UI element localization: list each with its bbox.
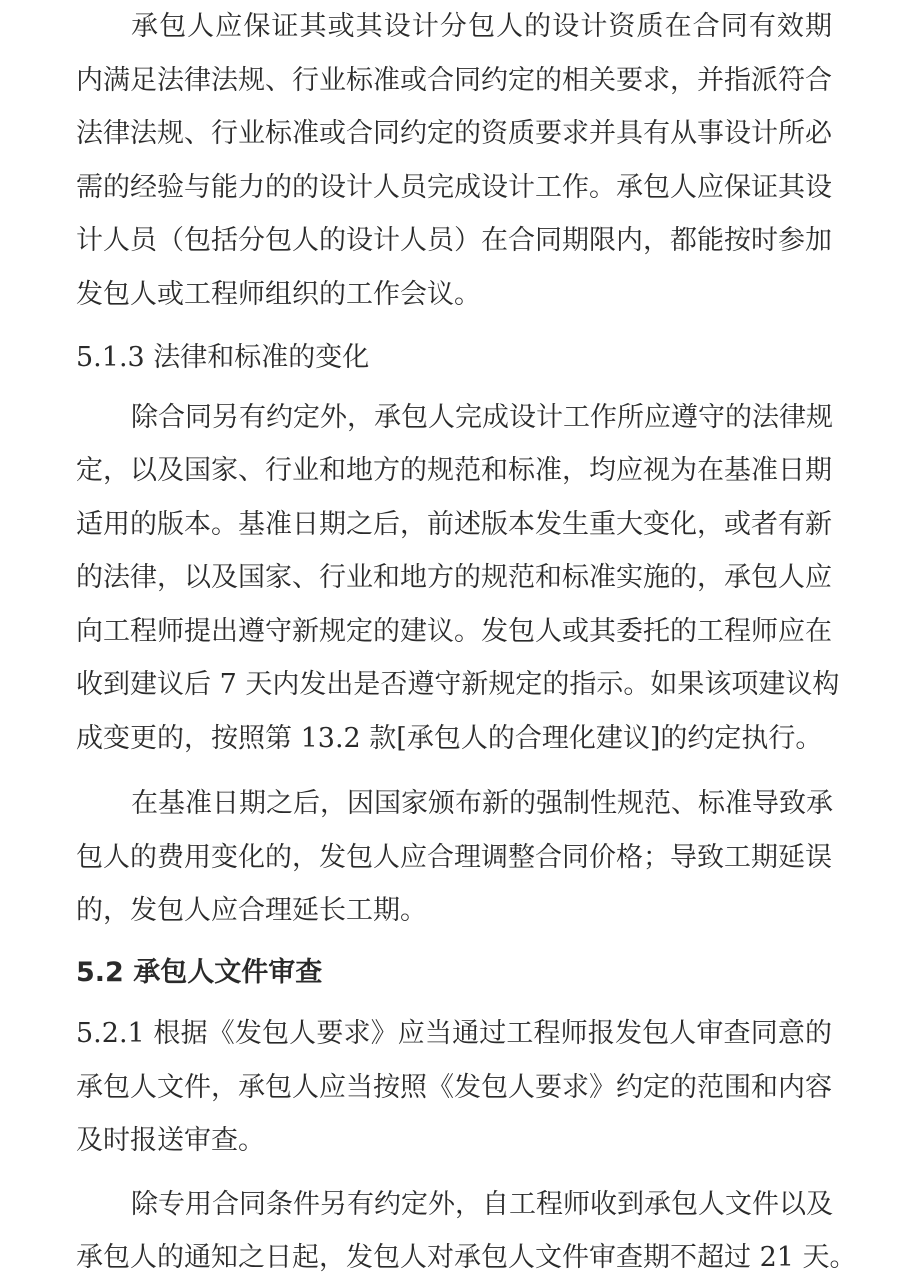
paragraph-review-period [76, 1178, 857, 1285]
paragraph-designer-qualification [76, 0, 832, 321]
section-heading: 5.2 承包人文件审查 [76, 956, 323, 988]
text-line: 除合同另有约定外，承包人完成设计工作所应遵守的法律规 [131, 401, 833, 433]
heading-5-2 [76, 946, 832, 1000]
text-line: 包人的费用变化的，发包人应合理调整合同价格；导致工期延误 [76, 841, 832, 873]
text-line: 内满足法律法规、行业标准或合同约定的相关要求，并指派符合 [76, 64, 832, 96]
paragraph-mandatory-standards [76, 777, 832, 938]
text-line: 需的经验与能力的的设计人员完成设计工作。承包人应保证其设 [76, 171, 832, 203]
text-line: 定，以及国家、行业和地方的规范和标准，均应视为在基准日期 [76, 455, 832, 486]
text-line: 成变更的，按照第 13.2 款[承包人的合理化建议]的约定执行。 [76, 722, 823, 754]
text-line: 承包人文件，承包人应当按照《发包人要求》约定的范围和内容 [76, 1071, 832, 1103]
text-line: 收到建议后 7 天内发出是否遵守新规定的指示。如果该项建议构 [76, 669, 840, 700]
paragraph-5-2-1 [76, 1007, 832, 1168]
text-line: 向工程师提出遵守新规定的建议。发包人或其委托的工程师应在 [76, 615, 832, 647]
text-line: 的法律，以及国家、行业和地方的规范和标准实施的，承包人应 [76, 562, 832, 593]
text-line: 承包人的通知之日起，发包人对承包人文件审查期不超过 21 天。 [76, 1242, 857, 1273]
document-page [76, 0, 857, 1285]
section-heading: 5.1.3 法律和标准的变化 [76, 342, 370, 373]
text-line: 除专用合同条件另有约定外，自工程师收到承包人文件以及 [131, 1188, 833, 1220]
text-line: 的，发包人应合理延长工期。 [76, 895, 427, 926]
text-line: 适用的版本。基准日期之后，前述版本发生重大变化，或者有新 [76, 508, 832, 540]
paragraph-law-standard-change [76, 391, 840, 766]
heading-5-1-3 [76, 331, 832, 385]
text-line: 在基准日期之后，因国家颁布新的强制性规范、标准导致承 [131, 788, 833, 819]
text-line: 计人员（包括分包人的设计人员）在合同期限内，都能按时参加 [76, 225, 832, 256]
text-line: 5.2.1 根据《发包人要求》应当通过工程师报发包人审查同意的 [76, 1018, 832, 1049]
text-line: 法律法规、行业标准或合同约定的资质要求并具有从事设计所必 [76, 118, 832, 149]
text-line: 发包人或工程师组织的工作会议。 [76, 278, 481, 310]
text-line: 及时报送审查。 [76, 1125, 265, 1156]
text-line: 承包人应保证其或其设计分包人的设计资质在合同有效期 [131, 11, 832, 42]
